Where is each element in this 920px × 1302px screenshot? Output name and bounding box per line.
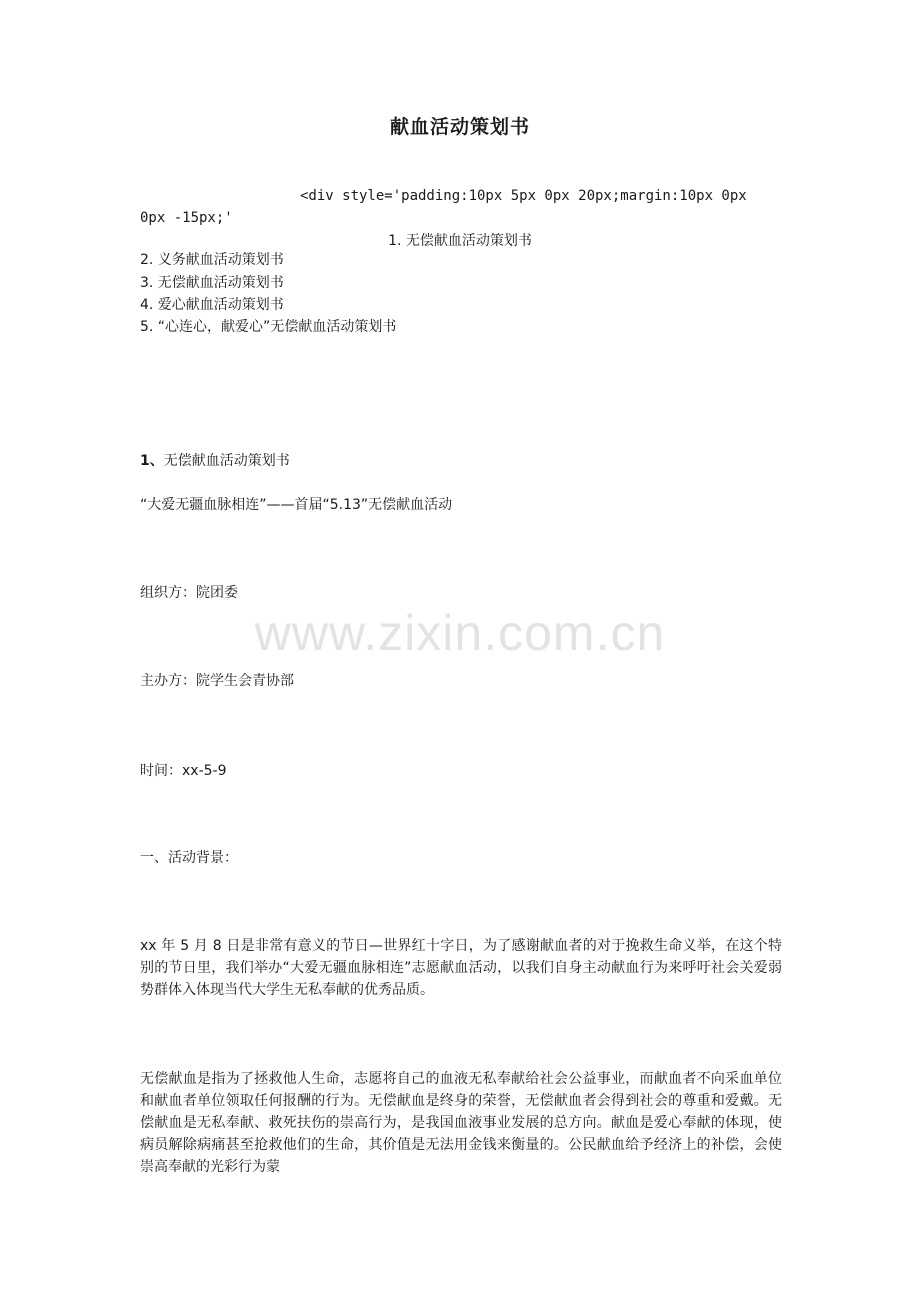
background-paragraph-1: xx 年 5 月 8 日是非常有意义的节日—世界红十字日，为了感谢献血者的对于挽救生命义举，在这个特别的节日里，我们举办“大爱无疆血脉相连”志愿献血活动，以我们自身主动献血行为来呼吁社会关爱弱势群体入体现当代大学生无私奉献的优秀品质。 bbox=[140, 938, 782, 998]
background-paragraph-2: 无偿献血是指为了拯救他人生命，志愿将自己的血液无私奉献给社会公益事业，而献血者不向采血单位和献血者单位领取任何报酬的行为。无偿献血是终身的荣誉，无偿献血者会得到社会的尊重和爱戴。无偿献血是无私奉献、救死扶伤的崇高行为，是我国血液事业发展的总方向。献血是爱心奉献的体现，使病员解除病痛甚至抢救他们的生命，其价值是无法用金钱来衡量的。公民献血给予经济上的补偿，会使崇高奉献的光彩行为蒙 bbox=[140, 1071, 782, 1175]
event-subtitle: “大爱无疆血脉相连”——首届“5.13”无偿献血活动 bbox=[140, 497, 453, 513]
code-fragment-line-2: 0px -15px;' bbox=[140, 210, 233, 226]
toc-item-2[interactable]: 2. 义务献血活动策划书 bbox=[140, 252, 284, 268]
watermark-text: www.zixin.com.cn bbox=[254, 605, 666, 661]
toc-item-1[interactable]: 1. 无偿献血活动策划书 bbox=[388, 233, 532, 249]
code-fragment-line-1: <div style='padding:10px 5px 0px 20px;margin:10px 0px bbox=[300, 188, 747, 204]
toc-item-3[interactable]: 3. 无偿献血活动策划书 bbox=[140, 275, 284, 291]
toc-item-4[interactable]: 4. 爱心献血活动策划书 bbox=[140, 297, 284, 313]
time-line: 时间：xx-5-9 bbox=[140, 763, 227, 779]
organizer-line: 组织方：院团委 bbox=[140, 585, 238, 601]
document-title: 献血活动策划书 bbox=[389, 116, 530, 138]
section-heading bbox=[140, 450, 290, 472]
section-heading-text: 无偿献血活动策划书 bbox=[163, 453, 290, 469]
toc-item-5[interactable]: 5. “心连心，献爱心”无偿献血活动策划书 bbox=[140, 319, 397, 335]
section-number: 1、 bbox=[140, 453, 164, 469]
host-line: 主办方：院学生会青协部 bbox=[140, 673, 294, 689]
background-heading: 一、活动背景： bbox=[140, 850, 238, 866]
